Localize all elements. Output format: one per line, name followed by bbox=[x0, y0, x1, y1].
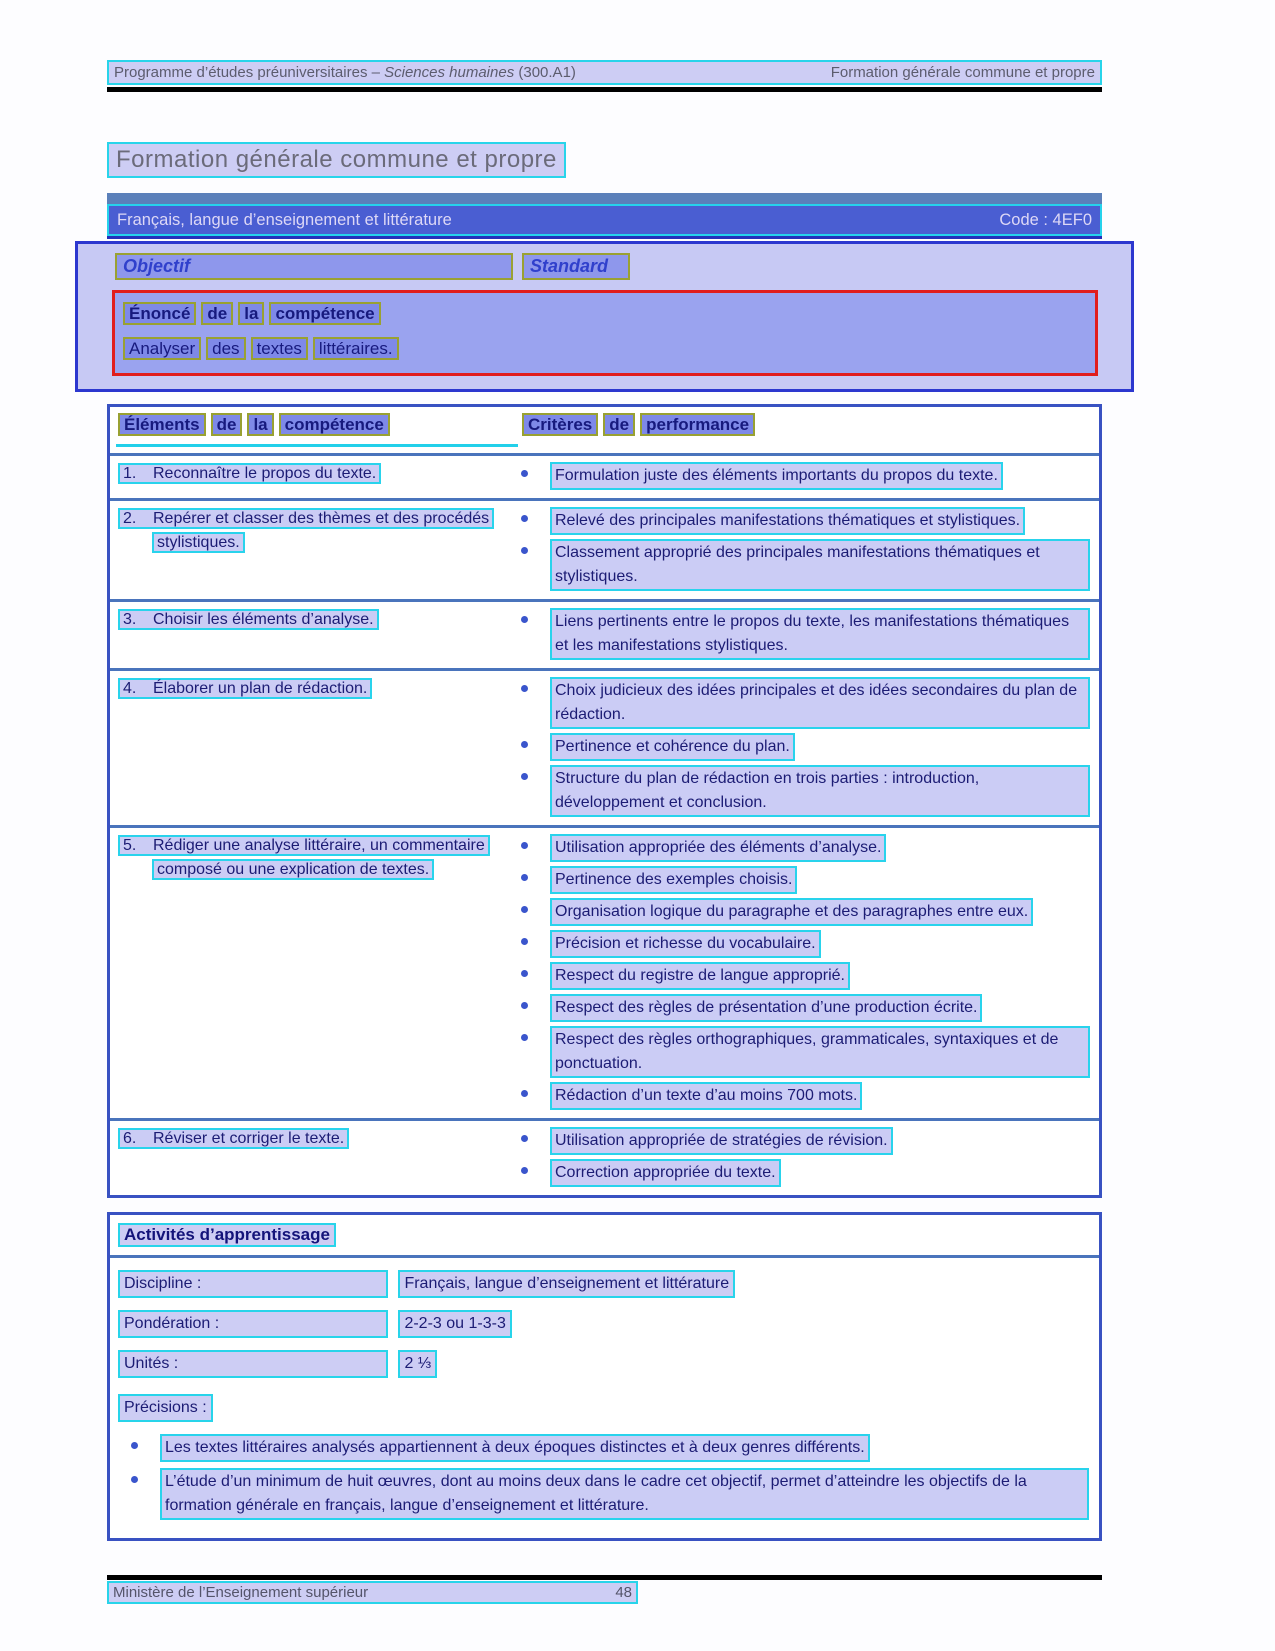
footer-page-number: 48 bbox=[615, 1584, 632, 1601]
precisions-row bbox=[118, 1390, 1089, 1422]
criteria-text: Choix judicieux des idées principales et des idées secondaires du plan de rédaction. bbox=[550, 677, 1090, 729]
criteria-text: Organisation logique du paragraphe et des paragraphes entre eux. bbox=[550, 898, 1033, 926]
word-chip: la bbox=[247, 413, 273, 436]
criteria-item bbox=[508, 733, 1099, 761]
criteria-text: Structure du plan de rédaction en trois parties : introduction, développement et conclusion. bbox=[550, 765, 1090, 817]
word-chip: Analyser bbox=[123, 337, 201, 360]
precision-item bbox=[118, 1434, 1089, 1462]
criteria-item bbox=[508, 1159, 1099, 1187]
bullet-icon bbox=[521, 616, 528, 623]
element-highlight bbox=[118, 463, 381, 484]
bullet-icon bbox=[521, 874, 528, 881]
element-number: 3. bbox=[123, 611, 137, 628]
bullet-icon bbox=[521, 685, 528, 692]
field-value: 2 ⅓ bbox=[398, 1350, 437, 1378]
enonce-heading bbox=[123, 301, 1095, 328]
course-code: Code : 4EF0 bbox=[999, 210, 1092, 229]
element-text: Reconnaître le propos du texte. bbox=[153, 465, 377, 482]
word-chip: de bbox=[211, 413, 243, 436]
criteria-item bbox=[508, 507, 1099, 535]
precision-item bbox=[118, 1468, 1089, 1520]
criteria-item bbox=[508, 962, 1099, 990]
header-left bbox=[114, 64, 576, 81]
word-chip: compétence bbox=[269, 302, 380, 325]
criteria-text: Correction appropriée du texte. bbox=[550, 1159, 781, 1187]
bullet-icon bbox=[521, 773, 528, 780]
activity-field bbox=[118, 1270, 1089, 1298]
bullet-icon bbox=[521, 906, 528, 913]
course-band-top-bar bbox=[107, 193, 1102, 204]
precisions-label: Précisions : bbox=[118, 1394, 213, 1422]
activity-field bbox=[118, 1350, 1089, 1378]
criteria-text: Respect des règles orthographiques, grammaticales, syntaxiques et de ponctuation. bbox=[550, 1026, 1090, 1078]
criteria-item bbox=[508, 834, 1099, 862]
title-row bbox=[107, 142, 1102, 178]
element-text: Repérer et classer des thèmes et des procédés stylistiques. bbox=[153, 510, 490, 551]
word-chip: de bbox=[603, 413, 635, 436]
criteria-text: Utilisation appropriée de stratégies de révision. bbox=[550, 1127, 893, 1155]
element-text: Choisir les éléments d’analyse. bbox=[153, 611, 374, 628]
criteria-item bbox=[508, 866, 1099, 894]
criteria-item bbox=[508, 608, 1099, 660]
table-row bbox=[110, 599, 1099, 668]
criteria-text: Précision et richesse du vocabulaire. bbox=[550, 930, 821, 958]
bullet-icon bbox=[521, 741, 528, 748]
word-chip: de bbox=[201, 302, 233, 325]
element-highlight bbox=[118, 609, 379, 630]
bullet-icon bbox=[521, 1090, 528, 1097]
word-chip: performance bbox=[640, 413, 755, 436]
element-number: 4. bbox=[123, 680, 137, 697]
criteria-item bbox=[508, 930, 1099, 958]
header-left-suffix: (300.A1) bbox=[514, 64, 576, 81]
word-chip: Éléments bbox=[118, 413, 206, 436]
field-value: Français, langue d’enseignement et littérature bbox=[398, 1270, 735, 1298]
element-number: 2. bbox=[123, 510, 137, 527]
word-chip: la bbox=[238, 302, 264, 325]
competence-table-header bbox=[110, 407, 1099, 456]
bullet-icon bbox=[521, 515, 528, 522]
criteria-item bbox=[508, 765, 1099, 817]
element-cell bbox=[118, 462, 508, 490]
element-highlight bbox=[118, 508, 494, 553]
element-cell bbox=[118, 834, 508, 1110]
bullet-icon bbox=[521, 1135, 528, 1142]
word-chip: textes bbox=[251, 337, 308, 360]
page-content bbox=[107, 60, 1102, 1541]
objective-standard-row bbox=[115, 253, 1131, 280]
criteria-text: Utilisation appropriée des éléments d’analyse. bbox=[550, 834, 886, 862]
criteres-header bbox=[522, 412, 1099, 439]
header-rule bbox=[107, 87, 1102, 92]
activities-fields bbox=[118, 1270, 1089, 1378]
activity-field bbox=[118, 1310, 1089, 1338]
precision-text: Les textes littéraires analysés appartiennent à deux époques distinctes et à deux genres différents. bbox=[160, 1434, 870, 1462]
course-band-row bbox=[107, 204, 1102, 236]
bullet-icon bbox=[521, 1167, 528, 1174]
table-row bbox=[110, 456, 1099, 498]
criteria-cell bbox=[508, 677, 1099, 817]
page-footer bbox=[107, 1573, 1102, 1604]
field-value: 2-2-3 ou 1-3-3 bbox=[398, 1310, 511, 1338]
criteria-text: Respect des règles de présentation d’une production écrite. bbox=[550, 994, 982, 1022]
bullet-icon bbox=[521, 470, 528, 477]
element-highlight bbox=[118, 678, 372, 699]
criteria-cell bbox=[508, 507, 1099, 591]
table-row bbox=[110, 825, 1099, 1118]
criteria-item bbox=[508, 462, 1099, 490]
competence-table bbox=[107, 404, 1102, 1198]
field-label: Unités : bbox=[118, 1350, 388, 1378]
criteria-item bbox=[508, 1082, 1099, 1110]
page-header bbox=[107, 60, 1102, 85]
footer-strip bbox=[107, 1581, 638, 1604]
enonce-box bbox=[112, 290, 1098, 376]
enonce-statement bbox=[123, 336, 1095, 363]
precisions-list bbox=[118, 1434, 1089, 1520]
word-chip: compétence bbox=[279, 413, 390, 436]
element-text: Rédiger une analyse littéraire, un commentaire composé ou une explication de textes. bbox=[153, 837, 485, 878]
criteria-text: Respect du registre de langue approprié. bbox=[550, 962, 850, 990]
element-cell bbox=[118, 608, 508, 660]
criteria-item bbox=[508, 1127, 1099, 1155]
criteria-cell bbox=[508, 462, 1099, 490]
course-name: Français, langue d’enseignement et littérature bbox=[117, 210, 452, 229]
element-text: Réviser et corriger le texte. bbox=[153, 1130, 345, 1147]
criteria-text: Classement approprié des principales manifestations thématiques et stylistiques. bbox=[550, 539, 1090, 591]
bullet-icon bbox=[521, 970, 528, 977]
activities-header-row bbox=[110, 1215, 1099, 1258]
table-row bbox=[110, 668, 1099, 825]
criteria-item bbox=[508, 539, 1099, 591]
element-number: 6. bbox=[123, 1130, 137, 1147]
bullet-icon bbox=[521, 1034, 528, 1041]
criteria-text: Relevé des principales manifestations thématiques et stylistiques. bbox=[550, 507, 1025, 535]
element-cell bbox=[118, 507, 508, 591]
criteria-text: Rédaction d’un texte d’au moins 700 mots. bbox=[550, 1082, 862, 1110]
criteria-text: Liens pertinents entre le propos du texte, les manifestations thématiques et les manifestations stylistiques. bbox=[550, 608, 1090, 660]
competence-rows bbox=[110, 456, 1099, 1195]
word-chip: Énoncé bbox=[123, 302, 196, 325]
element-number: 5. bbox=[123, 837, 137, 854]
precision-text: L’étude d’un minimum de huit œuvres, dont au moins deux dans le cadre cet objectif, permet d’atteindre les objectifs de la formation générale en français, langue d’enseignement et littérature. bbox=[160, 1468, 1089, 1520]
objectif-header: Objectif bbox=[115, 253, 513, 280]
criteria-cell bbox=[508, 608, 1099, 660]
criteria-item bbox=[508, 1026, 1099, 1078]
element-highlight bbox=[118, 835, 490, 880]
bullet-icon bbox=[521, 547, 528, 554]
bullet-icon bbox=[131, 1442, 138, 1449]
header-left-italic: Sciences humaines bbox=[384, 64, 515, 81]
element-highlight bbox=[118, 1128, 349, 1149]
objective-standard-box bbox=[75, 241, 1134, 392]
activities-body bbox=[110, 1258, 1099, 1538]
bullet-icon bbox=[521, 842, 528, 849]
element-cell bbox=[118, 1127, 508, 1187]
course-band bbox=[107, 193, 1102, 239]
word-chip: Critères bbox=[522, 413, 598, 436]
bullet-icon bbox=[521, 1002, 528, 1009]
activities-box bbox=[107, 1212, 1102, 1541]
footer-ministry: Ministère de l’Enseignement supérieur bbox=[113, 1584, 369, 1601]
criteria-text: Pertinence et cohérence du plan. bbox=[550, 733, 795, 761]
elements-header bbox=[118, 412, 522, 439]
element-text: Élaborer un plan de rédaction. bbox=[153, 680, 368, 697]
word-chip: des bbox=[206, 337, 245, 360]
activities-heading: Activités d’apprentissage bbox=[118, 1223, 336, 1247]
field-label: Pondération : bbox=[118, 1310, 388, 1338]
criteria-text: Pertinence des exemples choisis. bbox=[550, 866, 797, 894]
footer-rule bbox=[107, 1575, 1102, 1580]
standard-header: Standard bbox=[522, 253, 630, 280]
criteria-text: Formulation juste des éléments importants du propos du texte. bbox=[550, 462, 1003, 490]
criteria-cell bbox=[508, 1127, 1099, 1187]
criteria-item bbox=[508, 898, 1099, 926]
bullet-icon bbox=[131, 1476, 138, 1483]
criteria-item bbox=[508, 994, 1099, 1022]
page-title: Formation générale commune et propre bbox=[107, 142, 566, 178]
word-chip: littéraires. bbox=[313, 337, 399, 360]
element-number: 1. bbox=[123, 465, 137, 482]
table-row bbox=[110, 498, 1099, 599]
bullet-icon bbox=[521, 938, 528, 945]
element-cell bbox=[118, 677, 508, 817]
table-row bbox=[110, 1118, 1099, 1195]
criteria-cell bbox=[508, 834, 1099, 1110]
header-right: Formation générale commune et propre bbox=[830, 64, 1095, 81]
criteria-item bbox=[508, 677, 1099, 729]
field-label: Discipline : bbox=[118, 1270, 388, 1298]
header-left-prefix: Programme d’études préuniversitaires – bbox=[114, 64, 385, 81]
